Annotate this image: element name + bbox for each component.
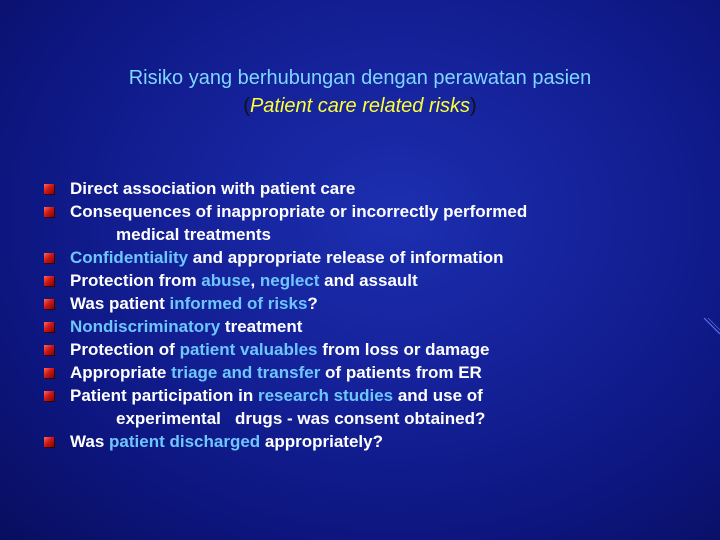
highlighted-text: informed of risks bbox=[169, 294, 308, 313]
highlighted-text: neglect bbox=[259, 271, 320, 290]
bullet-text: Protection from bbox=[70, 271, 202, 290]
highlighted-text: patient valuables bbox=[179, 340, 318, 359]
highlighted-text: Nondiscriminatory bbox=[70, 317, 221, 336]
bullet-square-icon bbox=[44, 253, 54, 263]
bullet-text: experimental drugs - was consent obtained? bbox=[116, 409, 486, 428]
bullet-text: appropriately? bbox=[260, 432, 383, 451]
bullet-text: , bbox=[250, 271, 260, 290]
bullet-continuation bbox=[70, 223, 704, 246]
bullet-text: and assault bbox=[319, 271, 418, 290]
slide-title bbox=[0, 64, 720, 120]
bullet-item bbox=[44, 384, 704, 430]
bullet-text: of patients from ER bbox=[320, 363, 482, 382]
bullet-text: medical treatments bbox=[116, 225, 271, 244]
bullet-text: and use of bbox=[393, 386, 483, 405]
bullet-text: Was bbox=[70, 432, 110, 451]
title-indonesian: Risiko yang berhubungan dengan perawatan pasien bbox=[128, 67, 592, 89]
bullet-text: treatment bbox=[220, 317, 303, 336]
highlighted-text: research studies bbox=[257, 386, 394, 405]
bullet-item bbox=[44, 269, 704, 292]
bullet-square-icon bbox=[44, 207, 54, 217]
bullet-item bbox=[44, 338, 704, 361]
bullet-text: from loss or damage bbox=[317, 340, 490, 359]
highlighted-text: patient discharged bbox=[109, 432, 261, 451]
bullet-square-icon bbox=[44, 345, 54, 355]
bullet-text: Was patient bbox=[70, 294, 170, 313]
open-paren: ( bbox=[243, 95, 250, 117]
bullet-square-icon bbox=[44, 391, 54, 401]
bullet-text: Patient participation in bbox=[70, 386, 258, 405]
bullet-square-icon bbox=[44, 276, 54, 286]
bullet-square-icon bbox=[44, 322, 54, 332]
bullet-item bbox=[44, 430, 704, 453]
bullet-text: Protection of bbox=[70, 340, 180, 359]
highlighted-text: triage and transfer bbox=[171, 363, 321, 382]
bullet-text: Direct association with patient care bbox=[70, 179, 356, 198]
close-paren: ) bbox=[470, 95, 477, 117]
bullet-text: Appropriate bbox=[70, 363, 172, 382]
bullet-continuation bbox=[70, 407, 704, 430]
highlighted-text: abuse bbox=[201, 271, 251, 290]
bullet-item bbox=[44, 246, 704, 269]
risk-bullet-list bbox=[44, 177, 704, 453]
bullet-item bbox=[44, 361, 704, 384]
bullet-text: and appropriate release of information bbox=[188, 248, 504, 267]
bullet-square-icon bbox=[44, 368, 54, 378]
bullet-square-icon bbox=[44, 184, 54, 194]
bullet-item bbox=[44, 315, 704, 338]
highlighted-text: Confidentiality bbox=[70, 248, 189, 267]
bullet-item bbox=[44, 177, 704, 200]
title-english bbox=[0, 92, 720, 120]
bullet-square-icon bbox=[44, 299, 54, 309]
bullet-text: Consequences of inappropriate or incorrectly performed bbox=[70, 202, 528, 221]
bullet-text: ? bbox=[307, 294, 318, 313]
title-english-text: Patient care related risks bbox=[249, 95, 471, 117]
bullet-item bbox=[44, 292, 704, 315]
bullet-square-icon bbox=[44, 437, 54, 447]
bullet-item bbox=[44, 200, 704, 246]
